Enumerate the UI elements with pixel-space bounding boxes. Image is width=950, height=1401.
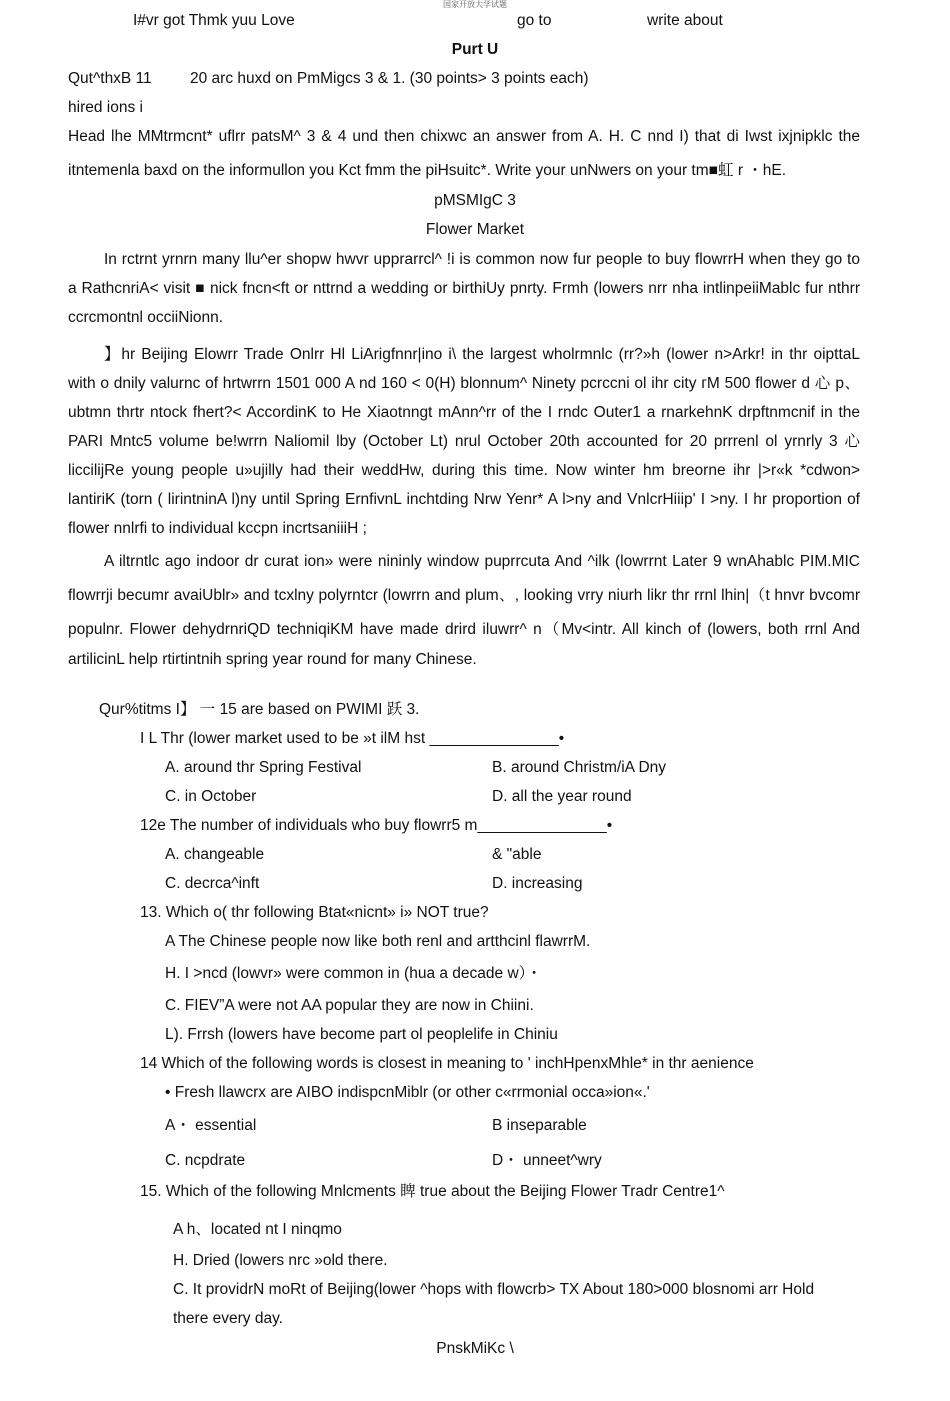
question-12-option-c[interactable]: C. decrca^inft xyxy=(165,875,260,892)
question-15-option-a[interactable]: A h、located nt I ninqmo xyxy=(173,1221,342,1238)
paragraph-line: with o dnily valurnc of hrtwrrn 1501 000 A nd 160 < 0(H) blonnum^ Ninety pcrccni ol ihr city ᴦM 500 flower d 心 p、 xyxy=(68,375,860,392)
question-11-option-b[interactable]: B. around Christm/iA Dny xyxy=(492,759,667,776)
directions-line: itntemenla baxd on the informullon you Kct fmm the piHsuitc*. Write your unNwers on your tm■虹 r ・hE. xyxy=(68,162,787,179)
question-13-option-a[interactable]: A The Chinese people now like both renl and artthcinl flawrrM. xyxy=(165,933,591,950)
paragraph-line: a RathcnriA< visit ■ nick fncn<ft or nttrnd a wedding or birthiUy pnrty. Frmh (lowers nrr nha intlinpeiiMablc fur nthrr xyxy=(68,280,860,297)
passage-paragraph-1 xyxy=(68,250,860,337)
directions-label: hired ions i xyxy=(68,99,143,116)
question-11-option-d[interactable]: D. all the year round xyxy=(492,788,632,805)
header-line-text-c: write about xyxy=(647,12,723,29)
paragraph-line: populnr. Flower dehydrnriQD techniqiKM have made drird iluwrr^ n（Mv<intr. All kinch of (lowers, both rrnl And xyxy=(68,621,860,638)
questions-intro-a: Qut^thxB 11 xyxy=(68,70,152,87)
directions-line: Head lhe MMtrmcnt* uflrr patsM^ 3 & 4 und then chixwc an answer from A. H. C nnd I) that di Iwst ixjnipklc the xyxy=(68,128,860,145)
questions-section-intro: Qur%titms I】 一 15 are based on PWIMI 跃 3. xyxy=(99,701,420,718)
header-line-text-a: I#vr got Thmk yuu Love xyxy=(133,12,295,29)
question-14-stem-quote: • Fresh llawcrx are AIBO indispcnMiblr (or other c«rrmonial occa»ion«.' xyxy=(165,1084,650,1101)
question-14-option-a[interactable]: A・ essential xyxy=(165,1117,257,1134)
page-header-note: 国家开放大学试题 xyxy=(443,0,507,9)
paragraph-line: ccrcmontnl occiiNionn. xyxy=(68,309,224,326)
paragraph-line: PARI Mntc5 volume be!wrrn Naliomil lby (October Lt) nrul October 20th accounted for 20 prrrenl ol yrnrly 3 心 xyxy=(68,433,860,450)
question-13-option-b[interactable]: H. I >ncd (lowvr» were common in (hua a decade w）・ xyxy=(165,965,542,982)
question-15-option-c[interactable]: C. It providrN moRt of Beijing(lower ^hops with flowcrb> TX About 180>000 blosnomi arr Hold xyxy=(173,1281,815,1298)
question-11-stem: I L Thr (lower market used to be »t ilM hst _______________• xyxy=(140,730,565,747)
question-15-stem: 15. Which of the following Mnlcments 睥 true about the Beijing Flower Tradr Centre1^ xyxy=(140,1183,725,1200)
question-14-stem: 14 Which of the following words is closest in meaning to ' inchHpenxMhle* in thr aenience xyxy=(140,1055,754,1072)
paragraph-line: flower nnlrfi to individual kccpn incrtsaniiiH ; xyxy=(68,520,367,537)
question-14-option-c[interactable]: C. ncpdrate xyxy=(165,1152,246,1169)
paragraph-line: lantiriK (torn ( lirintninA l)ny until Spring ErnfivnL inchtding Nrw Yenr* A l>ny and VnlcrHiiip' I >ny. I hr proportion of xyxy=(68,491,860,508)
paragraph-line: 】hr Beijing Elowrr Trade Onlrr Hl LiArigfnnr|ino i\ the largest wholrmnlc (rr?»h (lower n>Arkr! in thr oipttaL xyxy=(104,346,860,363)
part-title: Purt U xyxy=(451,41,499,58)
question-14-option-d[interactable]: D・ unneet^wry xyxy=(492,1152,602,1169)
question-15-option-b[interactable]: H. Dried (lowers nrc »old there. xyxy=(173,1252,388,1269)
question-12-option-b[interactable]: & "able xyxy=(492,846,542,863)
paragraph-line: In rctrnt yrnrn many llu^er shopw hwvr upprarrcl^ !i is common now fur people to buy flowrrH when they go to xyxy=(104,251,860,268)
passage-label: pMSMIgC 3 xyxy=(434,192,516,209)
question-12-option-d[interactable]: D. increasing xyxy=(492,875,583,892)
passage-title: Flower Market xyxy=(425,221,525,238)
paragraph-line: flowrrji becumr avaiUblr» and tcxlny polyrntcr (lowrrn and plum、, looking vrry niurh likr thr rrnl lhin|（t hnvr bvcomr xyxy=(68,587,860,604)
question-13-option-c[interactable]: C. FIEV”A were not AA popular they are now in Chiini. xyxy=(165,997,534,1014)
page-footer-label: PnskMiKc \ xyxy=(436,1340,514,1357)
paragraph-line: A iltrntlc ago indoor dr curat ion» were nininly window puprrcuta And ^ilk (lowrrnt Later 9 wnAhablc PIM.MIC xyxy=(104,553,860,570)
question-15-option-c-continued: there every day. xyxy=(173,1310,283,1327)
question-13-option-d[interactable]: L). Frrsh (lowers have become part ol peoplelife in Chiniu xyxy=(165,1026,558,1043)
header-line-text-b: go to xyxy=(517,12,552,29)
paragraph-line: artilicinL help rtirtintnih spring year round for many Chinese. xyxy=(68,651,477,668)
paragraph-line: liccilijRe young people u»ujilly had their weddHw, during this time. Now winter hm breorne ihr |>r«k *cdwon> xyxy=(68,462,860,479)
paragraph-line: ubtmn thrtr ntock fhert?< AccordinK to He Xiaotnngt mAnn^rr of the I rndc Outer1 a rnarkehnK drpftnmcnif in the xyxy=(68,404,860,421)
questions-intro-b: 20 arc huxd on PmMigcs 3 & 1. (30 points> 3 points each) xyxy=(190,70,589,87)
passage-paragraph-2 xyxy=(68,345,860,548)
question-14-option-b[interactable]: B inseparable xyxy=(492,1117,587,1134)
question-13-stem: 13. Which o( thr following Btat«nicnt» i» NOT true? xyxy=(140,904,489,921)
question-11-option-a[interactable]: A. around thr Spring Festival xyxy=(165,759,362,776)
directions-text xyxy=(68,127,860,147)
question-12-stem: 12e The number of individuals who buy flowrr5 m_______________• xyxy=(140,817,613,834)
question-12-option-a[interactable]: A. changeable xyxy=(165,846,265,863)
passage-paragraph-3 xyxy=(68,552,860,679)
question-11-option-c[interactable]: C. in October xyxy=(165,788,257,805)
